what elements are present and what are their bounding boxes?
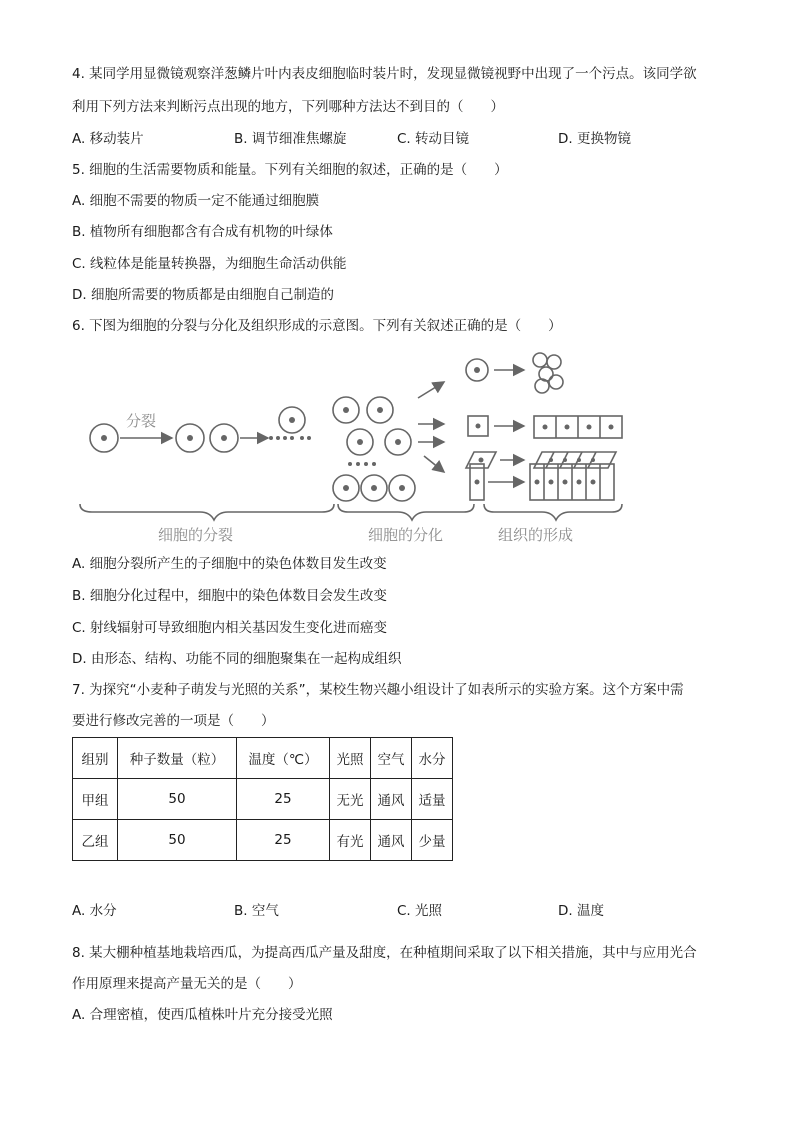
table-cell: 少量 [412,820,453,861]
table-header-cell: 种子数量（粒） [118,738,237,779]
q7-stem-line1: 7. 为探究“小麦种子萌发与光照的关系”，某校生物兴趣小组设计了如表所示的实验方案。这个方案中需 [72,682,684,698]
q7-option-b: B. 空气 [234,903,279,919]
table-cell: 乙组 [73,820,118,861]
table-header-cell: 光照 [330,738,371,779]
q4-option-a: A. 移动装片 [72,131,144,147]
table-header-row [73,738,453,779]
table-cell: 25 [237,820,330,861]
table-cell: 无光 [330,779,371,820]
q4-option-c: C. 转动目镜 [397,131,470,147]
label-cell-differentiation: 细胞的分化 [368,526,444,544]
q8-option-a: A. 合理密植，使西瓜植株叶片充分接受光照 [72,1007,333,1023]
table-header-cell: 温度（℃） [237,738,330,779]
table-cell: 通风 [371,779,412,820]
q4-stem-line2: 利用下列方法来判断污点出现的地方，下列哪种方法达不到目的（ ） [72,99,504,115]
q7-option-d: D. 温度 [558,903,604,919]
table-cell: 50 [118,779,237,820]
table-row [73,779,453,820]
table-cell: 25 [237,779,330,820]
q8-stem-line1: 8. 某大棚种植基地栽培西瓜，为提高西瓜产量及甜度，在种植期间采取了以下相关措施，其中与应用光合 [72,945,697,961]
q5-option-a: A. 细胞不需要的物质一定不能通过细胞膜 [72,193,320,209]
q8-stem-line2: 作用原理来提高产量无关的是（ ） [72,976,302,992]
division-arrow-label: 分裂 [126,412,157,430]
q4-option-b: B. 调节细准焦螺旋 [234,131,347,147]
table-cell: 适量 [412,779,453,820]
table-row [73,820,453,861]
q7-option-a: A. 水分 [72,903,117,919]
table-cell: 50 [118,820,237,861]
q4-stem-line1: 4. 某同学用显微镜观察洋葱鳞片叶内表皮细胞临时装片时，发现显微镜视野中出现了一个污点。该同学欲 [72,66,697,82]
q6-option-d: D. 由形态、结构、功能不同的细胞聚集在一起构成组织 [72,651,402,667]
table-header-cell: 组别 [73,738,118,779]
q6-option-b: B. 细胞分化过程中，细胞中的染色体数目会发生改变 [72,588,387,604]
q5-option-c: C. 线粒体是能量转换器，为细胞生命活动供能 [72,256,347,272]
table-header-cell: 空气 [371,738,412,779]
q5-stem: 5. 细胞的生活需要物质和能量。下列有关细胞的叙述，正确的是（ ） [72,162,508,178]
table-cell: 通风 [371,820,412,861]
cell-division-diagram [72,352,632,552]
label-tissue-formation: 组织的形成 [498,526,574,544]
experiment-table [72,737,453,861]
table-cell: 甲组 [73,779,118,820]
table-cell: 有光 [330,820,371,861]
table-header-cell: 水分 [412,738,453,779]
q5-option-b: B. 植物所有细胞都含有合成有机物的叶绿体 [72,224,333,240]
q7-stem-line2: 要进行修改完善的一项是（ ） [72,713,275,729]
q5-option-d: D. 细胞所需要的物质都是由细胞自己制造的 [72,287,334,303]
q4-option-d: D. 更换物镜 [558,131,631,147]
q6-option-a: A. 细胞分裂所产生的子细胞中的染色体数目发生改变 [72,556,387,572]
label-cell-division: 细胞的分裂 [158,526,234,544]
q6-stem: 6. 下图为细胞的分裂与分化及组织形成的示意图。下列有关叙述正确的是（ ） [72,318,562,334]
q6-option-c: C. 射线辐射可导致细胞内相关基因发生变化进而癌变 [72,620,388,636]
q7-option-c: C. 光照 [397,903,443,919]
